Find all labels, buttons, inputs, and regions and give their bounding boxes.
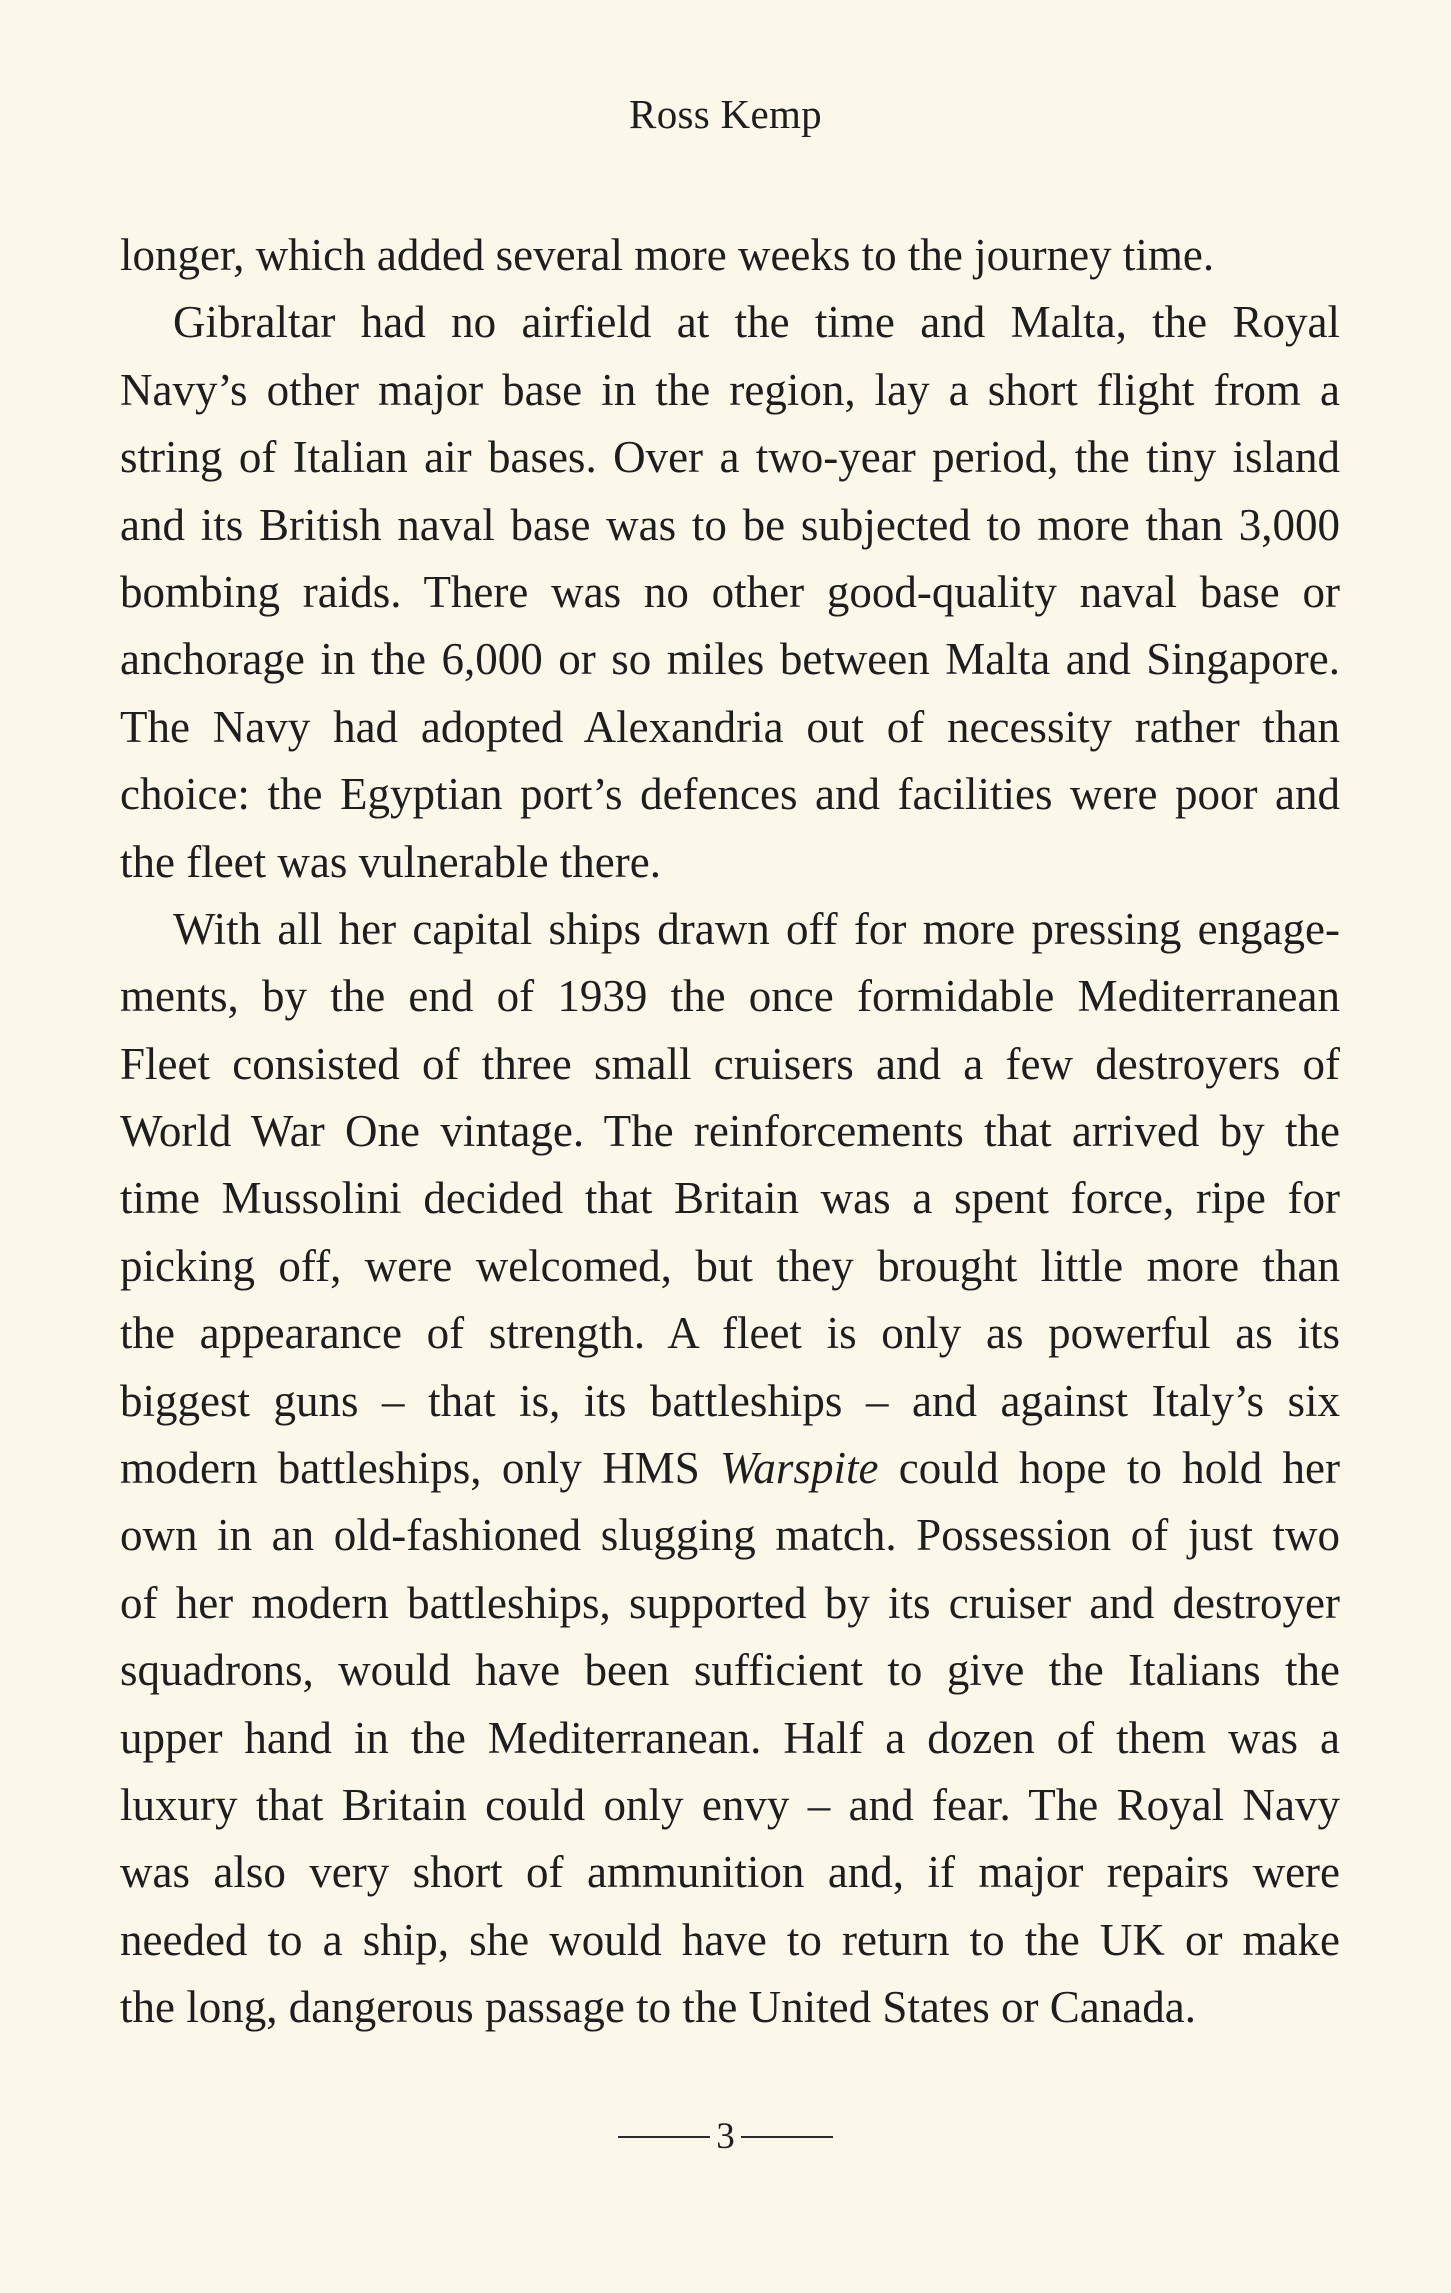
- text-line: picking off, were welcomed, but they brought little more than: [120, 1240, 1340, 1291]
- text-line: squadrons, would have been sufficient to give the Italians the: [120, 1645, 1340, 1696]
- page-number-footer: [0, 2115, 1451, 2159]
- text-line: the appearance of strength. A fleet is only as powerful as its: [120, 1308, 1340, 1359]
- text-line: The Navy had adopted Alexandria out of necessity rather than: [120, 701, 1340, 752]
- text-line: needed to a ship, she would have to return to the UK or make: [120, 1914, 1340, 1965]
- ship-name: Warspite: [720, 1443, 879, 1494]
- text-line: bombing raids. There was no other good-quality naval base or: [120, 566, 1340, 617]
- text-line: Gibraltar had no airfield at the time and Malta, the Royal: [173, 297, 1340, 348]
- text-line: [120, 1435, 1340, 1502]
- text-line: longer, which added several more weeks to the journey time.: [120, 230, 1215, 280]
- body-text: [120, 222, 1340, 2042]
- text-line: the fleet was vulnerable there.: [120, 836, 661, 887]
- paragraph: [120, 222, 1340, 289]
- text-line: own in an old-fashioned slugging match. Possession of just two: [120, 1510, 1340, 1561]
- text-line: luxury that Britain could only envy – and fear. The Royal Navy: [120, 1779, 1340, 1830]
- folio-rule-left: [618, 2136, 710, 2138]
- text-line: choice: the Egyptian port’s defences and facilities were poor and: [120, 769, 1340, 820]
- running-head: Ross Kemp: [629, 91, 822, 137]
- text-line: World War One vintage. The reinforcements that arrived by the: [120, 1106, 1340, 1157]
- text-line: of her modern battleships, supported by its cruiser and destroyer: [120, 1577, 1340, 1628]
- text-line: With all her capital ships drawn off for more pressing engage-: [173, 903, 1340, 954]
- text-line: the long, dangerous passage to the United States or Canada.: [120, 1982, 1196, 2033]
- text-line: string of Italian air bases. Over a two-year period, the tiny island: [120, 432, 1340, 483]
- text-line: and its British naval base was to be subjected to more than 3,000: [120, 499, 1340, 550]
- text-line: Fleet consisted of three small cruisers and a few destroyers of: [120, 1038, 1340, 1089]
- paragraph: [120, 289, 1340, 896]
- text-line: time Mussolini decided that Britain was a spent force, ripe for: [120, 1173, 1340, 1224]
- text-line: biggest guns – that is, its battleships – and against Italy’s six: [120, 1375, 1340, 1426]
- folio-rule-right: [741, 2136, 833, 2138]
- paragraph: [120, 896, 1340, 2042]
- text-line: ments, by the end of 1939 the once formidable Mediterranean: [120, 971, 1340, 1022]
- text-run: could hope to hold her: [878, 1443, 1340, 1494]
- text-run: modern battleships, only HMS: [120, 1443, 721, 1494]
- page-number: 3: [716, 2116, 735, 2157]
- text-line: was also very short of ammunition and, if major repairs were: [120, 1847, 1340, 1898]
- text-line: upper hand in the Mediterranean. Half a dozen of them was a: [120, 1712, 1340, 1763]
- text-line: Navy’s other major base in the region, lay a short flight from a: [120, 364, 1340, 415]
- text-line: anchorage in the 6,000 or so miles between Malta and Singapore.: [120, 634, 1340, 685]
